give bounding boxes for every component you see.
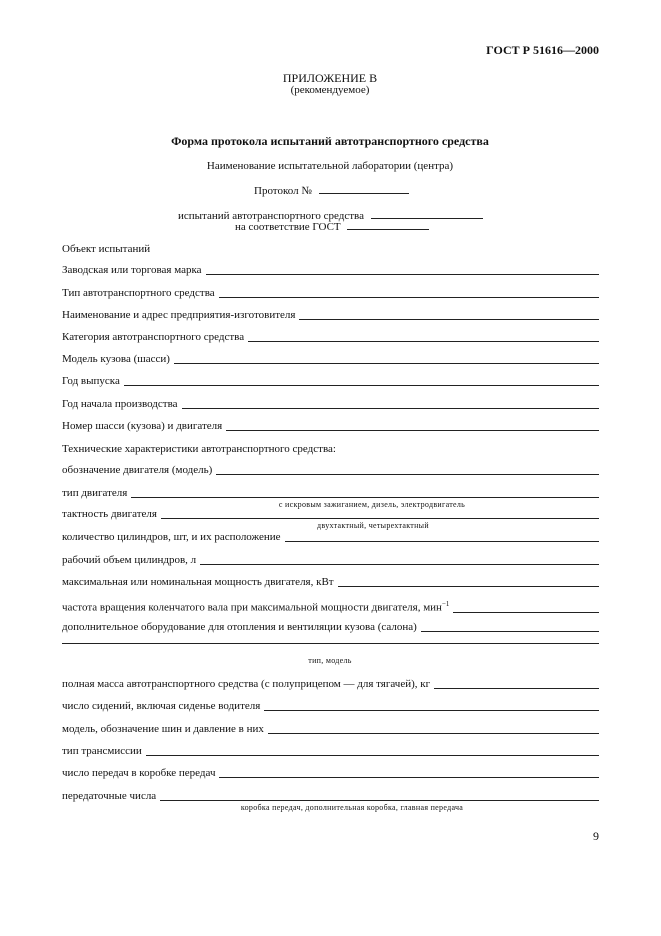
- vehicle-type-label: Тип автотранспортного средства: [62, 287, 215, 299]
- power-field[interactable]: [338, 586, 599, 587]
- engine-designation-field[interactable]: [216, 474, 599, 475]
- protocol-line: [254, 183, 409, 198]
- standard-number: ГОСТ Р 51616—2000: [486, 43, 599, 57]
- brand-field[interactable]: [206, 274, 599, 275]
- gears-field[interactable]: [219, 777, 599, 778]
- gears-label: число передач в коробке передач: [62, 767, 216, 779]
- production-start-label: Год начала производства: [62, 398, 178, 410]
- engine-type-hint: с искровым зажиганием, дизель, электродвигатель: [278, 500, 466, 509]
- tyres-row: [62, 723, 599, 736]
- category-label: Категория автотранспортного средства: [62, 331, 245, 343]
- gears-row: [62, 767, 599, 780]
- gross-mass-row: [62, 678, 599, 691]
- seats-row: [62, 700, 599, 713]
- page-number: 9: [593, 829, 599, 843]
- cylinders-field[interactable]: [285, 541, 599, 542]
- tyres-label: модель, обозначение шин и давление в них: [62, 723, 264, 735]
- chassis-engine-field[interactable]: [226, 430, 599, 431]
- transmission-field[interactable]: [146, 755, 599, 756]
- cylinders-label: количество цилиндров, шт, и их расположение: [62, 531, 281, 543]
- rpm-row: [62, 598, 599, 615]
- heating-label: дополнительное оборудование для отопления и вентиляции кузова (салона): [62, 621, 417, 633]
- engine-type-row: [62, 487, 599, 500]
- engine-stroke-field[interactable]: [161, 518, 599, 519]
- heating-continuation-field[interactable]: [62, 643, 599, 644]
- tests-field[interactable]: [371, 208, 483, 219]
- body-model-label: Модель кузова (шасси): [62, 353, 170, 365]
- compliance-line: [235, 219, 429, 234]
- transmission-label: тип трансмиссии: [62, 745, 142, 757]
- rpm-field[interactable]: [453, 612, 599, 613]
- vehicle-type-row: [62, 287, 599, 300]
- seats-label: число сидений, включая сиденье водителя: [62, 700, 261, 712]
- object-heading: Объект испытаний: [62, 243, 151, 255]
- year-field[interactable]: [124, 385, 599, 386]
- heating-row: [62, 621, 599, 634]
- engine-designation-row: [62, 464, 599, 477]
- category-row: [62, 331, 599, 344]
- power-row: [62, 576, 599, 589]
- engine-type-label: тип двигателя: [62, 487, 128, 499]
- heating-hint: тип, модель: [308, 656, 352, 665]
- gross-mass-field[interactable]: [434, 688, 599, 689]
- category-field[interactable]: [248, 341, 599, 342]
- appendix-subtitle: (рекомендуемое): [290, 84, 370, 96]
- displacement-row: [62, 554, 599, 567]
- manufacturer-row: [62, 309, 599, 322]
- lab-name-label: Наименование испытательной лаборатории (центра): [206, 160, 454, 172]
- rpm-label: [62, 598, 453, 615]
- engine-designation-label: обозначение двигателя (модель): [62, 464, 213, 476]
- ratios-field[interactable]: [160, 800, 599, 801]
- chassis-engine-row: [62, 420, 599, 433]
- engine-stroke-row: [62, 508, 599, 521]
- year-label: Год выпуска: [62, 375, 120, 387]
- production-start-field[interactable]: [182, 408, 599, 409]
- protocol-label: Протокол №: [254, 185, 312, 197]
- chassis-engine-label: Номер шасси (кузова) и двигателя: [62, 420, 223, 432]
- vehicle-type-field[interactable]: [219, 297, 599, 298]
- compliance-field[interactable]: [347, 219, 429, 230]
- brand-row: [62, 264, 599, 277]
- seats-field[interactable]: [264, 710, 599, 711]
- rpm-label-text: частота вращения коленчатого вала при максимальной мощности двигателя, мин: [62, 601, 442, 614]
- heating-field[interactable]: [421, 631, 599, 632]
- body-model-field[interactable]: [174, 363, 599, 364]
- engine-type-field[interactable]: [131, 497, 599, 498]
- heating-continuation-row: [62, 643, 599, 646]
- engine-stroke-hint: двухтактный, четырехтактный: [317, 521, 429, 530]
- gross-mass-label: полная масса автотранспортного средства (с полуприцепом — для тягачей), кг: [62, 678, 431, 690]
- year-row: [62, 375, 599, 388]
- compliance-label: на соответствие ГОСТ: [235, 221, 341, 233]
- production-start-row: [62, 398, 599, 411]
- transmission-row: [62, 745, 599, 758]
- tests-label: испытаний автотранспортного средства: [178, 210, 364, 222]
- ratios-hint: коробка передач, дополнительная коробка, главная передача: [240, 803, 464, 812]
- form-title: Форма протокола испытаний автотранспортного средства: [171, 134, 489, 148]
- displacement-field[interactable]: [200, 564, 599, 565]
- tyres-field[interactable]: [268, 733, 599, 734]
- engine-stroke-label: тактность двигателя: [62, 508, 157, 520]
- appendix-title: ПРИЛОЖЕНИЕ В: [282, 71, 378, 85]
- displacement-label: рабочий объем цилиндров, л: [62, 554, 197, 566]
- manufacturer-label: Наименование и адрес предприятия-изготовителя: [62, 309, 296, 321]
- protocol-number-field[interactable]: [319, 183, 409, 194]
- body-model-row: [62, 353, 599, 366]
- brand-label: Заводская или торговая марка: [62, 264, 202, 276]
- power-label: максимальная или номинальная мощность двигателя, кВт: [62, 576, 334, 588]
- rpm-exponent: −1: [441, 600, 450, 608]
- cylinders-row: [62, 531, 599, 544]
- tech-specs-heading: Технические характеристики автотранспортного средства:: [62, 443, 336, 455]
- ratios-label: передаточные числа: [62, 790, 157, 802]
- manufacturer-field[interactable]: [299, 319, 599, 320]
- ratios-row: [62, 790, 599, 803]
